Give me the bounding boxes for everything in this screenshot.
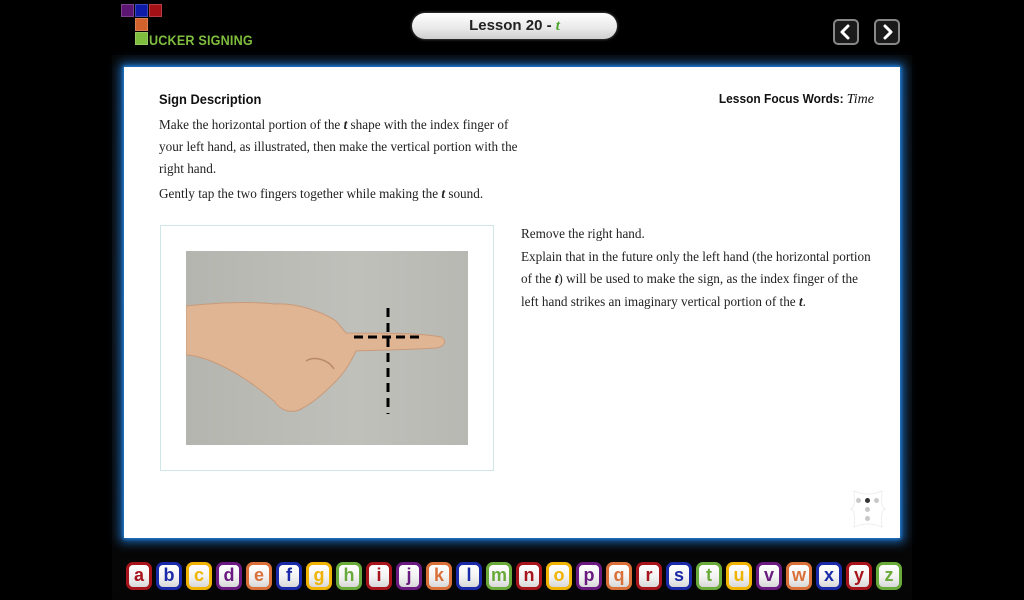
letter-key-e[interactable]: e bbox=[246, 562, 272, 590]
letter-key-n[interactable]: n bbox=[516, 562, 542, 590]
letter-key-c[interactable]: c bbox=[186, 562, 212, 590]
letter-key-j[interactable]: j bbox=[396, 562, 422, 590]
chevron-left-icon bbox=[835, 21, 857, 43]
teaching-notes bbox=[521, 223, 871, 313]
focus-word: Time bbox=[846, 92, 874, 107]
app-frame bbox=[112, 0, 912, 600]
braille-dot bbox=[865, 516, 870, 521]
lesson-card bbox=[124, 67, 900, 538]
letter-key-u[interactable]: u bbox=[726, 562, 752, 590]
top-bar bbox=[112, 0, 912, 55]
letter-key-o[interactable]: o bbox=[546, 562, 572, 590]
previous-button[interactable] bbox=[833, 19, 859, 45]
braille-dot bbox=[874, 498, 879, 503]
lesson-title bbox=[412, 13, 617, 39]
hand-illustration bbox=[186, 251, 468, 445]
letter-key-x[interactable]: x bbox=[816, 562, 842, 590]
letter-key-z[interactable]: z bbox=[876, 562, 902, 590]
letter-key-q[interactable]: q bbox=[606, 562, 632, 590]
logo-square-blue bbox=[135, 4, 148, 17]
letter-key-r[interactable]: r bbox=[636, 562, 662, 590]
letter-key-h[interactable]: h bbox=[336, 562, 362, 590]
focus-label: Lesson Focus Words: bbox=[718, 91, 844, 106]
letter-key-l[interactable]: l bbox=[456, 562, 482, 590]
logo-square-red bbox=[149, 4, 162, 17]
braille-dot-active bbox=[865, 498, 870, 503]
logo-square-purple bbox=[121, 4, 134, 17]
letter-key-y[interactable]: y bbox=[846, 562, 872, 590]
letter-key-b[interactable]: b bbox=[156, 562, 182, 590]
letter-key-g[interactable]: g bbox=[306, 562, 332, 590]
letter-key-t[interactable]: t bbox=[696, 562, 722, 590]
chevron-right-icon bbox=[876, 21, 898, 43]
letter-key-k[interactable]: k bbox=[426, 562, 452, 590]
sign-description-heading: Sign Description bbox=[159, 91, 262, 107]
logo-square-orange bbox=[135, 18, 148, 31]
letter-key-m[interactable]: m bbox=[486, 562, 512, 590]
logo-square-green bbox=[135, 32, 148, 45]
letter-key-d[interactable]: d bbox=[216, 562, 242, 590]
letter-key-w[interactable]: w bbox=[786, 562, 812, 590]
braille-dot bbox=[865, 507, 870, 512]
sign-description-text bbox=[159, 114, 519, 208]
letter-key-a[interactable]: a bbox=[126, 562, 152, 590]
notes-line-1: Remove the right hand. bbox=[521, 226, 645, 241]
letter-key-i[interactable]: i bbox=[366, 562, 392, 590]
description-paragraph-2: Gently tap the two fingers together while making the t sound. bbox=[159, 186, 484, 201]
hand-sign-photo bbox=[186, 251, 468, 445]
logo-text: UCKER SIGNING bbox=[149, 32, 253, 48]
sign-illustration-frame bbox=[160, 225, 494, 471]
letter-key-p[interactable]: p bbox=[576, 562, 602, 590]
description-paragraph-1: Make the horizontal portion of the t shape with the index finger of your left hand, as illustrated, then make the vertical portion with the right hand. bbox=[159, 117, 518, 176]
braille-dot bbox=[856, 498, 861, 503]
lesson-title-text: Lesson 20 - bbox=[469, 17, 556, 34]
braille-toggle-button[interactable] bbox=[846, 487, 890, 531]
alphabet-bar bbox=[126, 562, 906, 592]
notes-paragraph-2: Explain that in the future only the left hand (the horizontal portion of the t) will be used to make the sign, as the index finger of the left hand strikes an imaginary vertical portion of the t. bbox=[521, 248, 871, 309]
letter-key-v[interactable]: v bbox=[756, 562, 782, 590]
lesson-focus-words bbox=[708, 91, 874, 108]
lesson-letter: t bbox=[555, 18, 560, 34]
letter-key-f[interactable]: f bbox=[276, 562, 302, 590]
tucker-signing-logo bbox=[121, 4, 261, 52]
letter-key-s[interactable]: s bbox=[666, 562, 692, 590]
next-button[interactable] bbox=[874, 19, 900, 45]
